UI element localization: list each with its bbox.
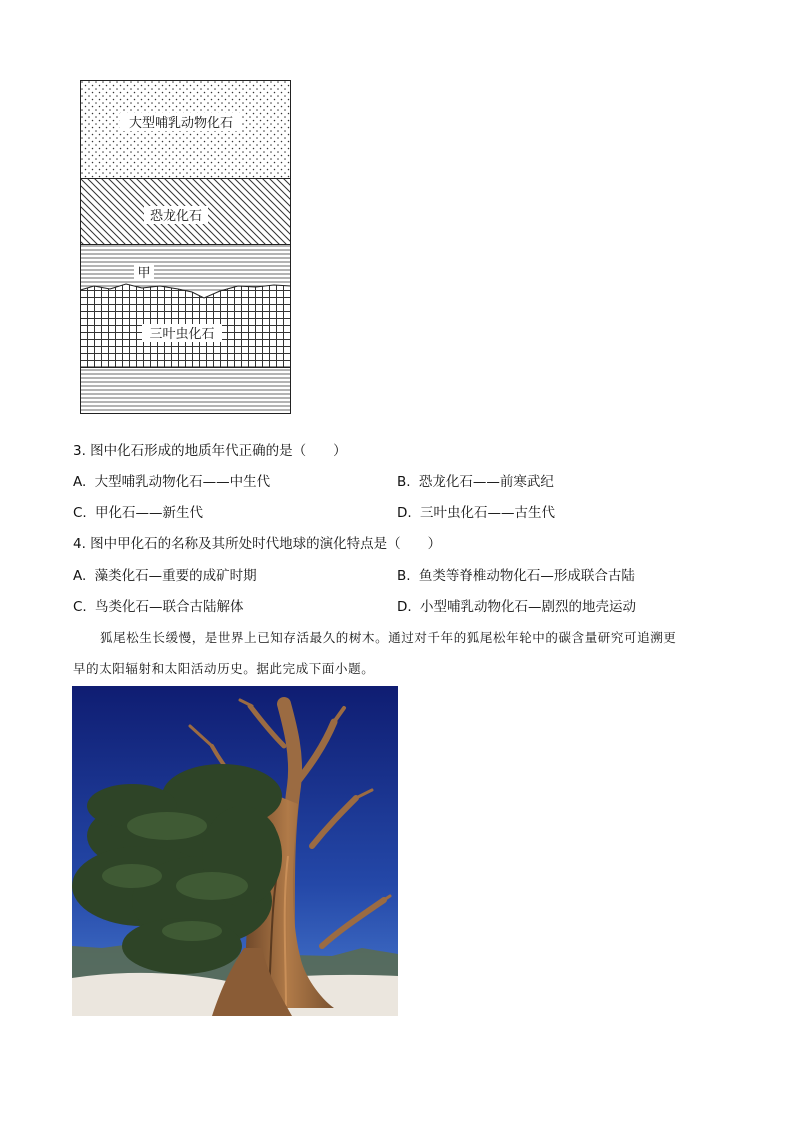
option-letter: C.	[73, 505, 87, 521]
layer-jia	[81, 245, 291, 291]
q4-option-a[interactable]	[73, 566, 257, 586]
option-letter: D.	[397, 599, 412, 615]
label-dinosaur: 恐龙化石	[149, 209, 203, 224]
option-letter: A.	[73, 474, 87, 490]
option-letter: A.	[73, 568, 87, 584]
option-text: 藻类化石—重要的成矿时期	[94, 568, 257, 584]
q4-option-b[interactable]	[397, 566, 635, 586]
question-4-stem: 4. 图中甲化石的名称及其所处时代地球的演化特点是（ ）	[73, 536, 442, 552]
q3-option-c[interactable]	[73, 503, 203, 523]
q3-option-a[interactable]	[73, 472, 270, 492]
bristlecone-pine-photo	[72, 686, 398, 1016]
option-text: 小型哺乳动物化石—剧烈的地壳运动	[419, 599, 636, 615]
intro-paragraph-line-2: 早的太阳辐射和太阳活动历史。据此完成下面小题。	[73, 661, 375, 676]
layer-bottom	[81, 368, 291, 414]
label-mammal: 大型哺乳动物化石	[128, 116, 234, 131]
option-letter: B.	[397, 474, 411, 490]
option-text: 鱼类等脊椎动物化石—形成联合古陆	[418, 568, 635, 584]
option-text: 三叶虫化石——古生代	[419, 505, 555, 521]
label-trilobite: 三叶虫化石	[149, 327, 215, 342]
option-letter: C.	[73, 599, 87, 615]
option-text: 大型哺乳动物化石——中生代	[94, 474, 271, 490]
option-letter: B.	[397, 568, 411, 584]
option-text: 甲化石——新生代	[95, 505, 204, 521]
label-jia: 甲	[137, 266, 151, 281]
q4-option-c[interactable]	[73, 597, 244, 617]
option-letter: D.	[397, 505, 412, 521]
intro-paragraph-line-1: 狐尾松生长缓慢，是世界上已知存活最久的树木。通过对千年的狐尾松年轮中的碳含量研究可追溯更	[100, 630, 677, 645]
q3-option-d[interactable]	[397, 503, 555, 523]
strata-diagram	[80, 80, 291, 414]
question-3-stem: 3. 图中化石形成的地质年代正确的是（ ）	[73, 443, 347, 459]
q4-option-d[interactable]	[397, 597, 636, 617]
option-text: 鸟类化石—联合古陆解体	[95, 599, 244, 615]
q3-option-b[interactable]	[397, 472, 554, 492]
option-text: 恐龙化石——前寒武纪	[418, 474, 554, 490]
